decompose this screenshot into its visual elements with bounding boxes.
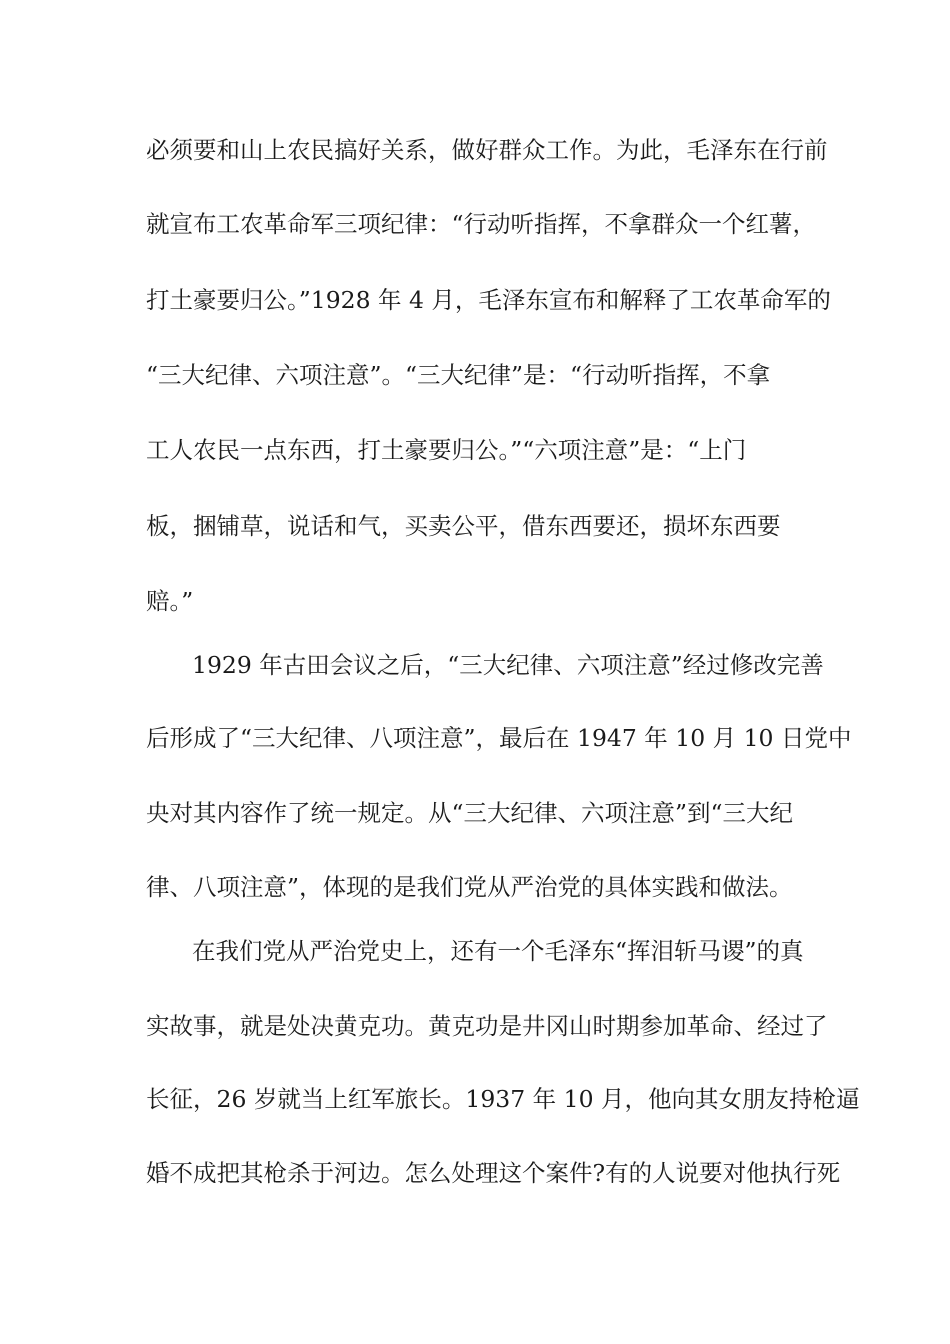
text-line: 必须要和山上农民搞好关系，做好群众工作。为此，毛泽东在行前 [146,136,828,164]
paragraph-first-line: 在我们党从严治党史上，还有一个毛泽东“挥泪斩马谡”的真 [192,937,804,965]
text-line: 婚不成把其枪杀于河边。怎么处理这个案件?有的人说要对他执行死 [146,1159,841,1187]
text-line: 后形成了“三大纪律、八项注意”，最后在 1947 年 10 月 10 日党中 [146,724,852,752]
text-line: 工人农民一点东西，打土豪要归公。”“六项注意”是：“上门 [146,436,747,464]
text-line: 赔。” [146,587,194,615]
text-line: 打土豪要归公。”1928 年 4 月，毛泽东宣布和解释了工农革命军的 [146,286,831,314]
text-line: 板，捆铺草，说话和气，买卖公平，借东西要还，损坏东西要 [146,512,781,540]
paragraph-first-line: 1929 年古田会议之后，“三大纪律、六项注意”经过修改完善 [192,651,824,679]
text-line: “三大纪律、六项注意”。“三大纪律”是：“行动听指挥，不拿 [146,361,771,389]
text-line: 实故事，就是处决黄克功。黄克功是井冈山时期参加革命、经过了 [146,1012,828,1040]
text-line: 律、八项注意”，体现的是我们党从严治党的具体实践和做法。 [146,873,793,901]
text-line: 就宣布工农革命军三项纪律：“行动听指挥，不拿群众一个红薯， [146,210,817,238]
text-line: 央对其内容作了统一规定。从“三大纪律、六项注意”到“三大纪 [146,799,794,827]
text-line: 长征，26 岁就当上红军旅长。1937 年 10 月，他向其女朋友持枪逼 [146,1085,860,1113]
